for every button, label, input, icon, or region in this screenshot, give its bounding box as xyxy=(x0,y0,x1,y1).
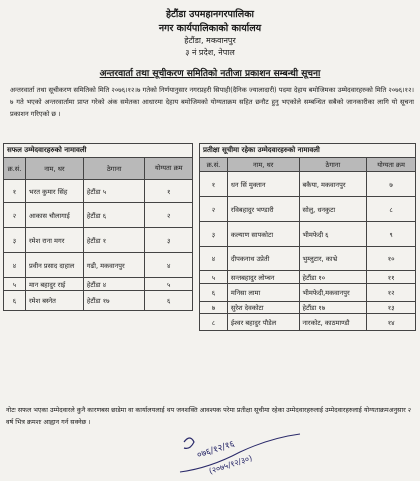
table-row xyxy=(200,197,416,222)
cell-rank: १ xyxy=(145,180,193,203)
cell-address: भीमफेदी ६ xyxy=(299,222,367,247)
cell-rank: ७ xyxy=(367,172,416,197)
cell-rank: ५ xyxy=(145,278,193,291)
table-row xyxy=(4,228,193,253)
cell-sn: ६ xyxy=(4,291,26,311)
cell-sn: ८ xyxy=(200,314,228,331)
cell-address: गढी, मकवानपुर xyxy=(83,253,145,278)
cell-rank: ३ xyxy=(145,228,193,253)
cell-rank: ८ xyxy=(367,197,416,222)
cell-sn: ५ xyxy=(4,278,26,291)
col-address: ठेगाना xyxy=(299,158,367,172)
cell-sn: ४ xyxy=(4,253,26,278)
waiting-table-title: प्रतीक्षा सूचीमा रहेका उम्मेदवारहरुको नामावली xyxy=(200,144,416,158)
table-row xyxy=(200,172,416,197)
table-row xyxy=(4,291,193,311)
table-row xyxy=(4,180,193,203)
cell-name: कल्याण सापकोटा xyxy=(227,222,299,247)
cell-name: सन्तबहादुर लोप्चन xyxy=(227,271,299,284)
cell-address: नारकोट, काठमाण्डौ xyxy=(299,314,367,331)
cell-rank: ४ xyxy=(145,253,193,278)
cell-address: हेटौंडा १७ xyxy=(83,291,145,311)
cell-name: रविबहादुर भण्डारी xyxy=(227,197,299,222)
municipality-name: हेटौंडा उपमहानगरपालिका xyxy=(166,9,254,20)
table-row xyxy=(200,284,416,302)
waiting-list-table xyxy=(199,143,416,331)
cell-rank: १० xyxy=(367,247,416,271)
table-row xyxy=(200,222,416,247)
office-name: नगर कार्यपालिकाको कार्यालय xyxy=(158,23,262,34)
cell-address: हेटौंडा ५ xyxy=(83,180,145,203)
successful-candidates-table xyxy=(3,143,193,311)
cell-rank: १३ xyxy=(367,302,416,314)
cell-sn: ३ xyxy=(200,222,228,247)
cell-name: आकास चौलागाई xyxy=(25,203,83,228)
cell-name: ईश्वर बहादुर पौडेल xyxy=(227,314,299,331)
cell-name: दीपकनाथ उप्रेती xyxy=(227,247,299,271)
cell-address: भुम्लुटार, काभ्रे xyxy=(299,247,367,271)
cell-address: सोलु, धनकुटा xyxy=(299,197,367,222)
table-row xyxy=(200,314,416,331)
cell-address: हेटौंडा ४ xyxy=(83,278,145,291)
cell-name: रमेश बस्नेत xyxy=(25,291,83,311)
cell-rank: ९ xyxy=(367,222,416,247)
cell-name: धन सिं मुक्तान xyxy=(227,172,299,197)
table-row xyxy=(4,253,193,278)
notice-title: अन्तरवार्ता तथा सूचीकरण समितिको नतीजा प्रकाशन सम्बन्धी सूचना xyxy=(99,69,321,79)
cell-sn: ६ xyxy=(200,284,228,302)
cell-name: रमेश राना मगर xyxy=(25,228,83,253)
cell-sn: ७ xyxy=(200,302,228,314)
col-sn: क्र.सं. xyxy=(200,158,228,172)
cell-name: सुरेश देवकोटा xyxy=(227,302,299,314)
cell-rank: ६ xyxy=(145,291,193,311)
cell-sn: १ xyxy=(200,172,228,197)
cell-sn: ५ xyxy=(200,271,228,284)
cell-rank: ११ xyxy=(367,271,416,284)
cell-address: बकैया, मकवानपुर xyxy=(299,172,367,197)
cell-sn: ४ xyxy=(200,247,228,271)
cell-address: भीमफेदी,मकवानपुर xyxy=(299,284,367,302)
col-name: नाम, थर xyxy=(25,158,83,180)
cell-sn: १ xyxy=(4,180,26,203)
cell-address: हेटौंडा १ xyxy=(83,228,145,253)
cell-name: भरत कुमार सिंह xyxy=(25,180,83,203)
col-rank: योग्यता क्रम xyxy=(367,158,416,172)
cell-rank: १२ xyxy=(367,284,416,302)
province-line: ३ नं प्रदेश, नेपाल xyxy=(185,48,235,57)
cell-sn: २ xyxy=(200,197,228,222)
cell-rank: १४ xyxy=(367,314,416,331)
cell-name: प्रवीन प्रसाद दाहाल xyxy=(25,253,83,278)
table-row xyxy=(4,203,193,228)
table-row xyxy=(200,302,416,314)
col-name: नाम, थर xyxy=(227,158,299,172)
cell-sn: ३ xyxy=(4,228,26,253)
successful-table-title: सफल उम्मेदवारहरुको नामावली xyxy=(4,144,193,158)
signature-date: ०७६/१२/१६ xyxy=(195,439,236,461)
col-address: ठेगाना xyxy=(83,158,145,180)
cell-address: हेटौंडा १७ xyxy=(299,302,367,314)
table-row xyxy=(200,247,416,271)
col-rank: योग्यता क्रम xyxy=(145,158,193,180)
cell-name: मनिसा लामा xyxy=(227,284,299,302)
cell-rank: २ xyxy=(145,203,193,228)
office-address: हेटौंडा, मकवानपुर xyxy=(184,36,236,45)
table-row xyxy=(200,271,416,284)
cell-address: हेटौंडा १० xyxy=(299,271,367,284)
cell-name: मान बहादुर राई xyxy=(25,278,83,291)
signature-date-alt: (२०७५/१२/३०) xyxy=(207,453,254,476)
cell-address: हेटौंडा ६ xyxy=(83,203,145,228)
cell-sn: २ xyxy=(4,203,26,228)
footnote: नोटः सफल भएका उम्मेदवारले कुनै कारणबस छाडेमा वा कार्यालयलाई थप जनशक्ति आवश्यक परेमा प्रतीक्षा सूचीमा रहेका उम्मेदवारहरुलाई उम्मेदवारहरुलाई योग्यताक्रमअनुसार २ वर्ष भित्र क्रमशः आह्वान गर्न सक्नेछ । xyxy=(6,406,412,426)
col-sn: क्र.सं. xyxy=(4,158,26,180)
intro-paragraph: अन्तरवार्ता तथा सूचीकरण समितिको मिति २०७६।१२।७ गतेको निर्णयानुसार नगरप्रहरी सिपाही(दैनिक ज्यालादारी) पदमा देहाय बमोजिमका उम्मेदवारहरुको मिति २०७६।१२।७ गते भएको अन्तरवार्तामा प्राप्त गरेको अंक समेतका आधारमा देहाय बमोजिमको योग्यताक्रम सहित छनौट हुनु भएकोले सम्बन्धित सबैको जानकारीका लागि यो सूचना प्रकाशन गरिएको छ । xyxy=(10,86,414,118)
handwritten-signature xyxy=(170,432,310,477)
table-row xyxy=(4,278,193,291)
